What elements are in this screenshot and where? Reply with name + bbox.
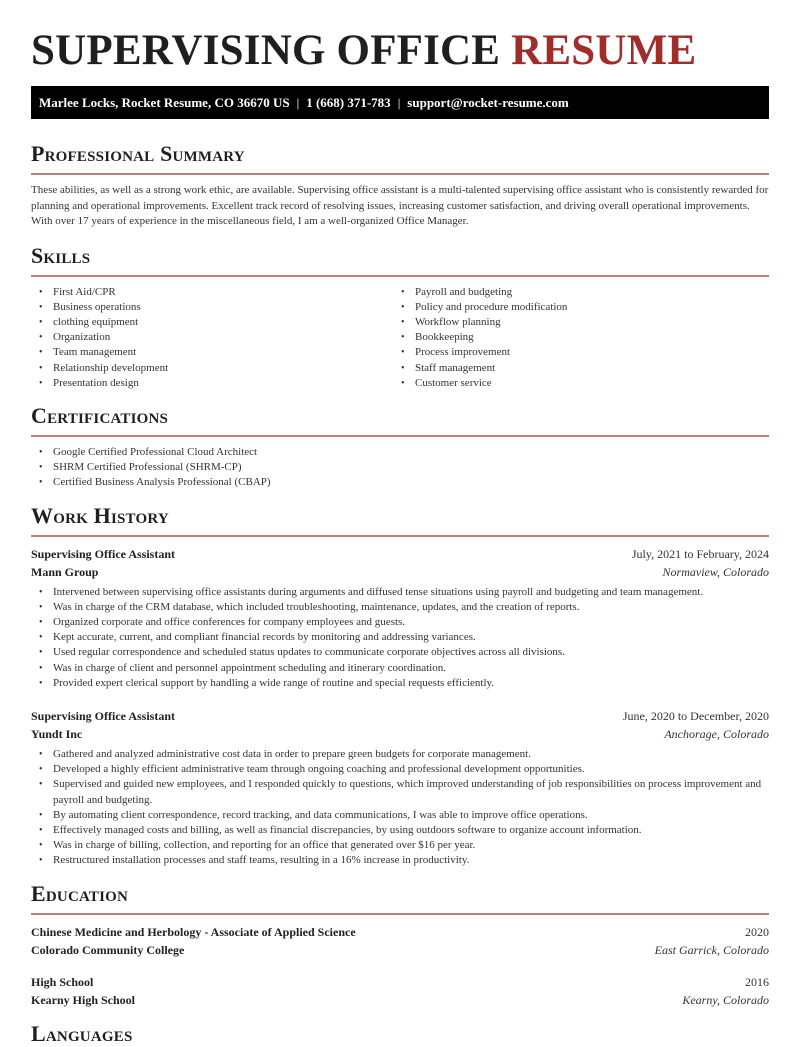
skill-item: • clothing equipment (53, 315, 393, 330)
job-bullet: • Intervened between supervising office assistants during arguments and diffused tense situations using payroll and budgeting and team management. (53, 585, 769, 600)
job-bullet: • Was in charge of the CRM database, which included troubleshooting, maintenance, updates, and the creation of reports. (53, 600, 769, 615)
skill-item: • Bookkeeping (415, 330, 769, 345)
job-bullet: • Kept accurate, current, and compliant financial records by monitoring and addressing variances. (53, 630, 769, 645)
education-entry (31, 973, 769, 1009)
skill-item: • Team management (53, 345, 393, 360)
job-bullet: • Organized corporate and office conferences for company employees and guests. (53, 615, 769, 630)
section-divider (31, 913, 769, 915)
education-location: Kearny, Colorado (682, 992, 769, 1007)
skill-item: • Presentation design (53, 376, 393, 391)
section-heading-languages: Languages (31, 1020, 133, 1046)
job-company: Mann Group (31, 564, 99, 579)
section-heading-education: Education (31, 880, 129, 906)
contact-email[interactable]: support@rocket-resume.com (407, 95, 569, 110)
job-bullet: • Provided expert clerical support by handling a wide range of routine and special requests efficiently. (53, 676, 769, 691)
contact-phone: 1 (668) 371-783 (306, 95, 391, 110)
skill-item: • First Aid/CPR (53, 285, 393, 300)
certification-item: • Google Certified Professional Cloud Architect (53, 445, 769, 460)
job-bullet: • Supervised and guided new employees, and I responded quickly to questions, which improved understanding of job responsibilities on process improvement and payroll and budgeting. (53, 777, 769, 807)
education-entry (31, 923, 769, 959)
summary-section (31, 141, 769, 230)
job-location: Normaview, Colorado (662, 564, 769, 579)
job-bullet: • Was in charge of client and personnel appointment scheduling and itinerary coordination. (53, 661, 769, 676)
skill-item: • Process improvement (415, 345, 769, 360)
section-heading-work-history: Work History (31, 502, 169, 528)
section-divider (31, 535, 769, 537)
education-degree: High School (31, 974, 94, 989)
job-title: Supervising Office Assistant (31, 546, 176, 561)
job-dates: July, 2021 to February, 2024 (631, 546, 769, 561)
job-title: Supervising Office Assistant (31, 708, 176, 723)
section-heading-summary: Professional Summary (31, 141, 245, 166)
work-history-section (31, 503, 769, 869)
education-year: 2016 (745, 974, 769, 989)
certification-item: • SHRM Certified Professional (SHRM-CP) (53, 460, 769, 475)
job-bullet: • By automating client correspondence, record tracking, and data communications, I was able to improve office operations. (53, 808, 769, 823)
job-bullet: • Restructured installation processes and staff teams, resulting in a 16% increase in productivity. (53, 853, 769, 868)
job-company: Yundt Inc (31, 726, 83, 741)
education-school: Colorado Community College (31, 942, 185, 957)
title-accent: RESUME (511, 27, 697, 74)
certification-item: • Certified Business Analysis Professional (CBAP) (53, 475, 769, 490)
skill-item: • Relationship development (53, 361, 393, 376)
section-heading-skills: Skills (31, 242, 91, 268)
education-section (31, 881, 769, 1009)
job-bullet: • Developed a highly efficient administrative team through ongoing coaching and professional development opportunities. (53, 762, 769, 777)
languages-section (31, 1021, 769, 1047)
job-location: Anchorage, Colorado (664, 726, 769, 741)
contact-bar (31, 86, 769, 119)
skills-section (31, 243, 769, 391)
skill-item: • Customer service (415, 376, 769, 391)
skill-item: • Workflow planning (415, 315, 769, 330)
section-divider (31, 173, 769, 175)
job-entry (31, 545, 769, 691)
job-entry (31, 707, 769, 869)
skills-column-right (393, 285, 769, 391)
contact-address: Marlee Locks, Rocket Resume, CO 36670 US (39, 95, 290, 110)
skill-item: • Organization (53, 330, 393, 345)
skill-item: • Payroll and budgeting (415, 285, 769, 300)
certifications-section (31, 403, 769, 491)
skills-grid (31, 285, 769, 391)
education-school: Kearny High School (31, 992, 136, 1007)
title-main: SUPERVISING OFFICE (31, 27, 501, 74)
education-year: 2020 (745, 924, 769, 939)
skill-item: • Business operations (53, 300, 393, 315)
section-divider (31, 435, 769, 437)
education-degree: Chinese Medicine and Herbology - Associate of Applied Science (31, 924, 356, 939)
contact-separator: | (397, 95, 401, 110)
skills-column-left (31, 285, 393, 391)
education-location: East Garrick, Colorado (654, 942, 769, 957)
job-bullet: • Was in charge of billing, collection, and reporting for an office that generated over $16 per year. (53, 838, 769, 853)
section-divider (31, 275, 769, 277)
skill-item: • Policy and procedure modification (415, 300, 769, 315)
summary-text: These abilities, as well as a strong work ethic, are available. Supervising office assistant is a multi-talented supervising office assistant who is consistently rewarded for planning and operational improvements. Excellent track record of resolving issues, increasing customer satisfaction, and driving overall operational improvements. With over 17 years of experience in the miscellaneous field, I am a well-organized Office Manager. (31, 184, 769, 227)
skill-item: • Staff management (415, 361, 769, 376)
job-bullet: • Used regular correspondence and scheduled status updates to communicate corporate objectives across all divisions. (53, 645, 769, 660)
job-bullet: • Effectively managed costs and billing, as well as financial discrepancies, by using outdoors software to organize account information. (53, 823, 769, 838)
section-heading-certifications: Certifications (31, 402, 169, 428)
contact-separator: | (296, 95, 300, 110)
resume-title (31, 0, 769, 74)
job-bullet: • Gathered and analyzed administrative cost data in order to prepare green budgets for corporate management. (53, 747, 769, 762)
job-dates: June, 2020 to December, 2020 (622, 708, 769, 723)
